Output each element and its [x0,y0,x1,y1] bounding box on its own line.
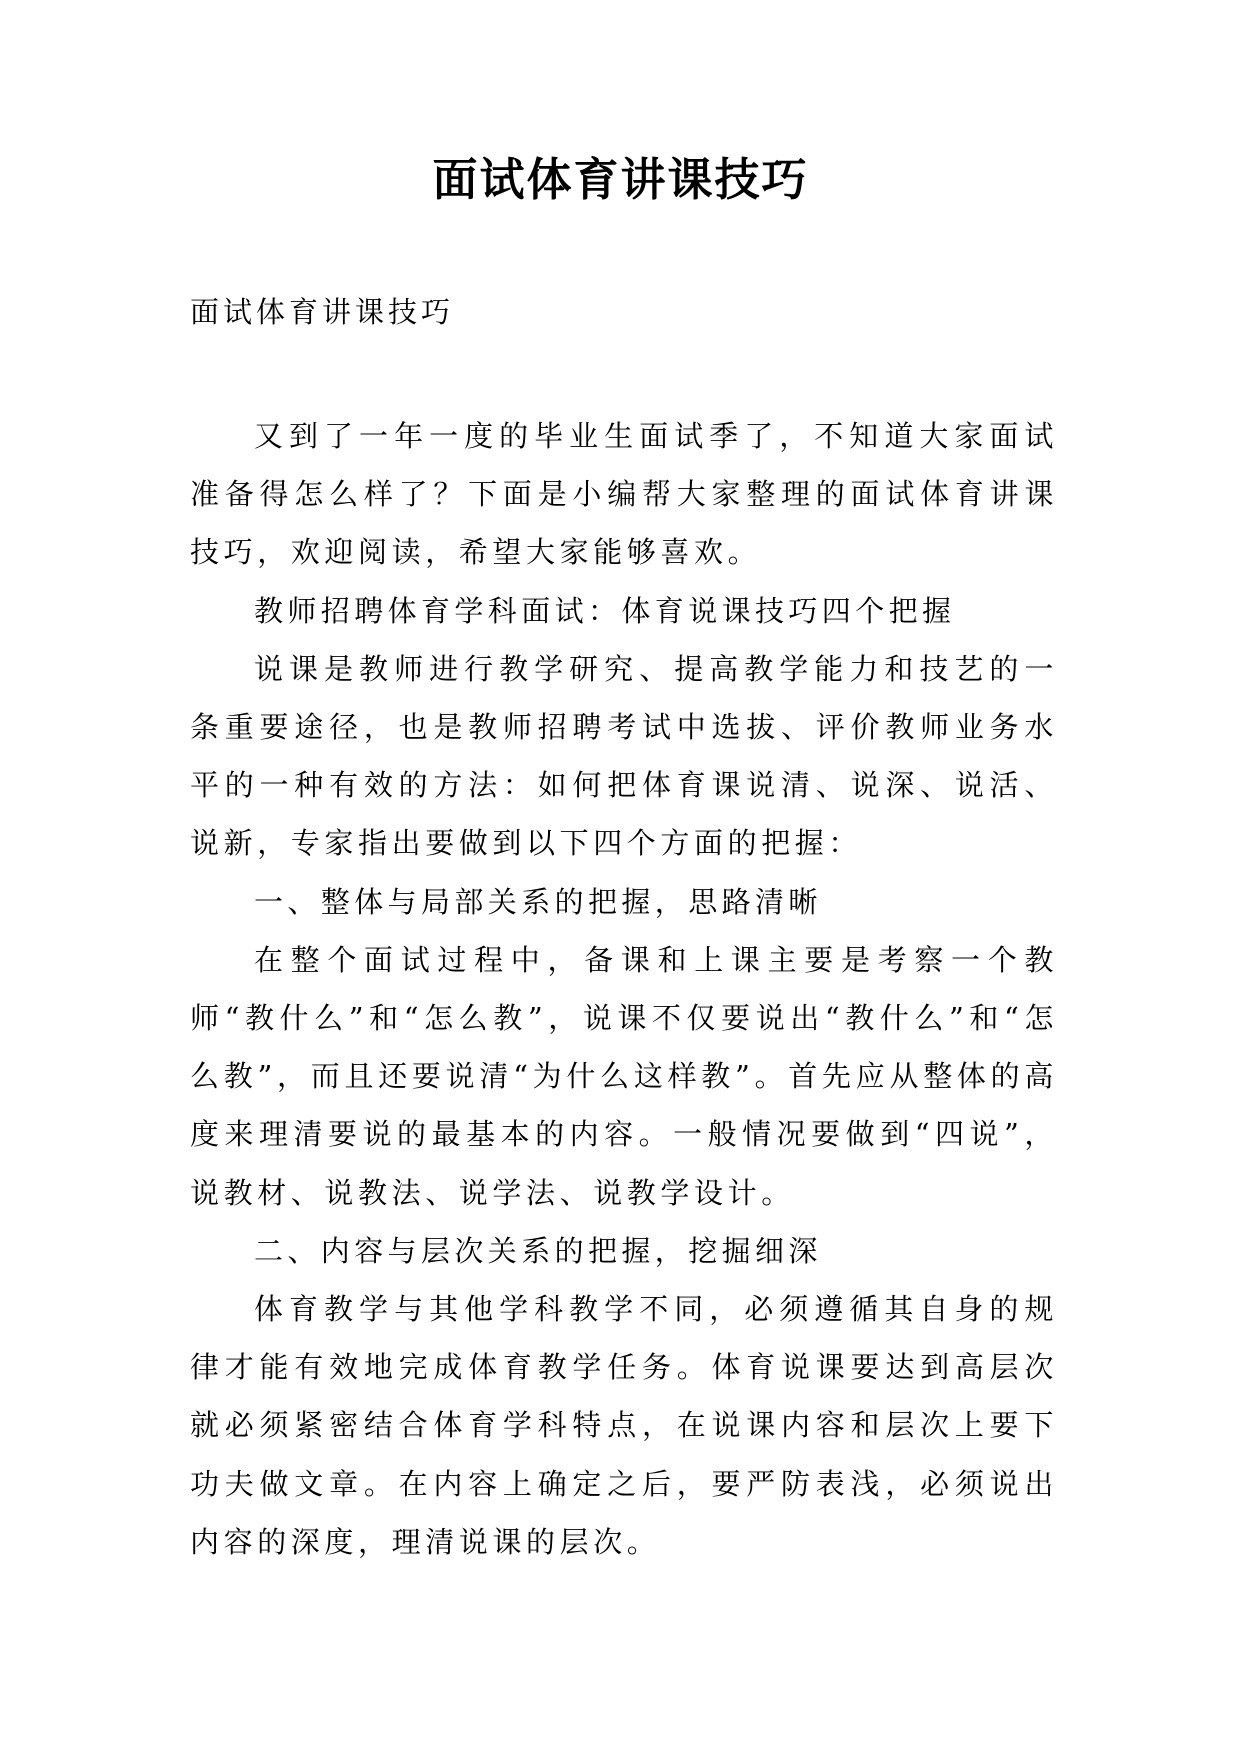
paragraph-overview: 说课是教师进行教学研究、提高教学能力和技艺的一条重要途径，也是教师招聘考试中选拔、评价教师业务水平的一种有效的方法：如何把体育课说清、说深、说活、说新，专家指出要做到以下四个方面的把握： [190,651,1058,861]
section-heading-one: 一、整体与局部关系的把握，思路清晰 [254,884,822,919]
document-body [190,407,1058,1571]
document-subtitle: 面试体育讲课技巧 [190,295,455,329]
paragraph-section-one: 在整个面试过程中，备课和上课主要是考察一个教师“教什么”和“怎么教”，说课不仅要说出“教什么”和“怎么教”，而且还要说清“为什么这样教”。首先应从整体的高度来理清要说的最基本的内容。一般情况要做到“四说”，说教材、说教法、说学法、说教学设计。 [190,942,1058,1210]
paragraph-section-two: 体育教学与其他学科教学不同，必须遵循其自身的规律才能有效地完成体育教学任务。体育说课要达到高层次就必须紧密结合体育学科特点，在说课内容和层次上要下功夫做文章。在内容上确定之后，要严防表浅，必须说出内容的深度，理清说课的层次。 [190,1292,1058,1559]
paragraph-intro: 又到了一年一度的毕业生面试季了，不知道大家面试准备得怎么样了？下面是小编帮大家整理的面试体育讲课技巧，欢迎阅读，希望大家能够喜欢。 [190,419,1058,570]
section-heading-two: 二、内容与层次关系的把握，挖掘细深 [254,1233,822,1268]
section-heading-main: 教师招聘体育学科面试：体育说课技巧四个把握 [254,593,956,628]
document-title: 面试体育讲课技巧 [432,153,809,206]
